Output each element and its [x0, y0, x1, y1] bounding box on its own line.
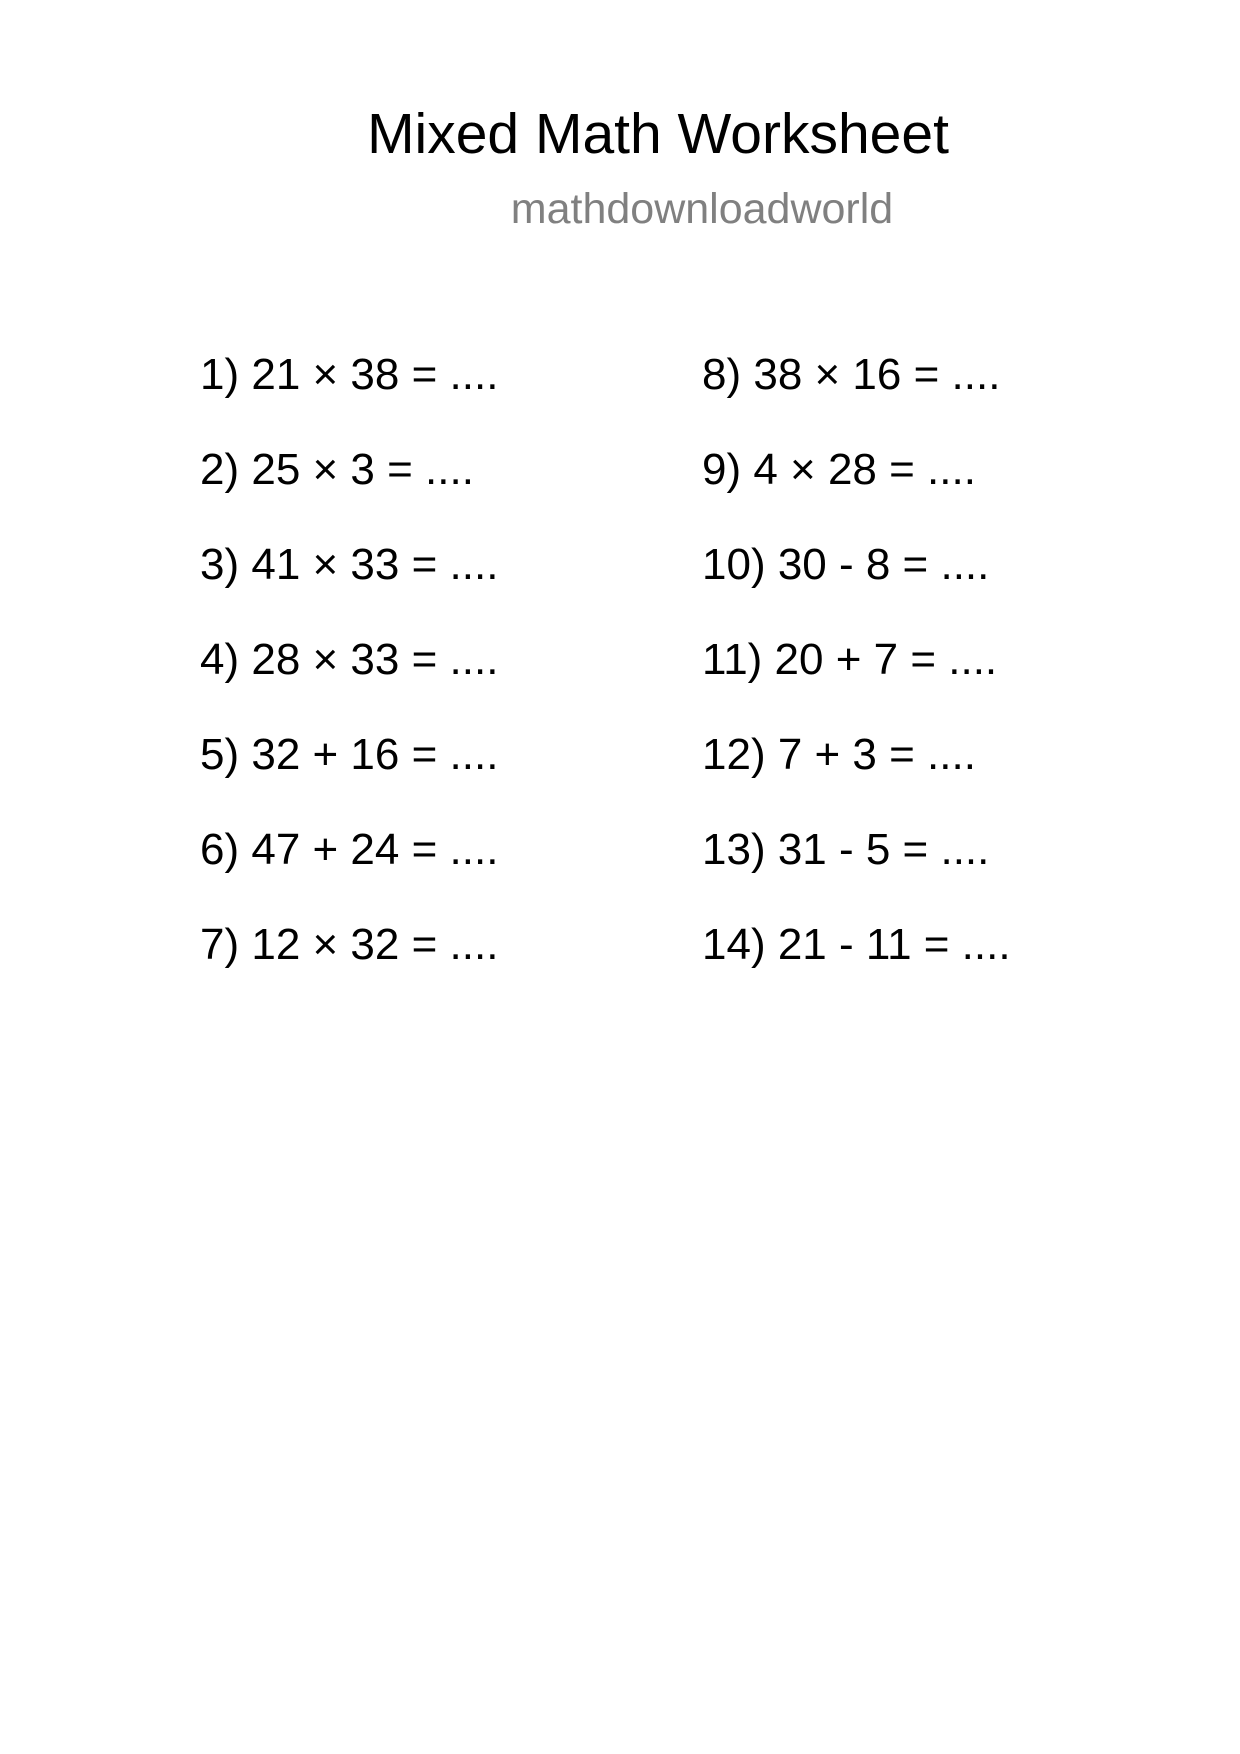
- problem-8: 8) 38 × 16 = ....: [702, 350, 1001, 399]
- problem-2: 2) 25 × 3 = ....: [200, 445, 474, 494]
- problem-14: 14) 21 - 11 = ....: [702, 920, 1011, 969]
- problems-column-right: [702, 348, 1011, 1013]
- problem-13: 13) 31 - 5 = ....: [702, 825, 990, 874]
- problem-11: 11) 20 + 7 = ....: [702, 635, 998, 684]
- page-subtitle: mathdownloadworld: [510, 185, 894, 233]
- problem-7: 7) 12 × 32 = ....: [200, 920, 499, 969]
- page-title: Mixed Math Worksheet: [367, 102, 949, 166]
- problem-5: 5) 32 + 16 = ....: [200, 730, 499, 779]
- problem-12: 12) 7 + 3 = ....: [702, 730, 976, 779]
- problem-1: 1) 21 × 38 = ....: [200, 350, 499, 399]
- problem-9: 9) 4 × 28 = ....: [702, 445, 976, 494]
- problem-4: 4) 28 × 33 = ....: [200, 635, 499, 684]
- problems-column-left: [200, 348, 498, 1013]
- problem-10: 10) 30 - 8 = ....: [702, 540, 990, 589]
- problem-3: 3) 41 × 33 = ....: [200, 540, 499, 589]
- problem-6: 6) 47 + 24 = ....: [200, 825, 499, 874]
